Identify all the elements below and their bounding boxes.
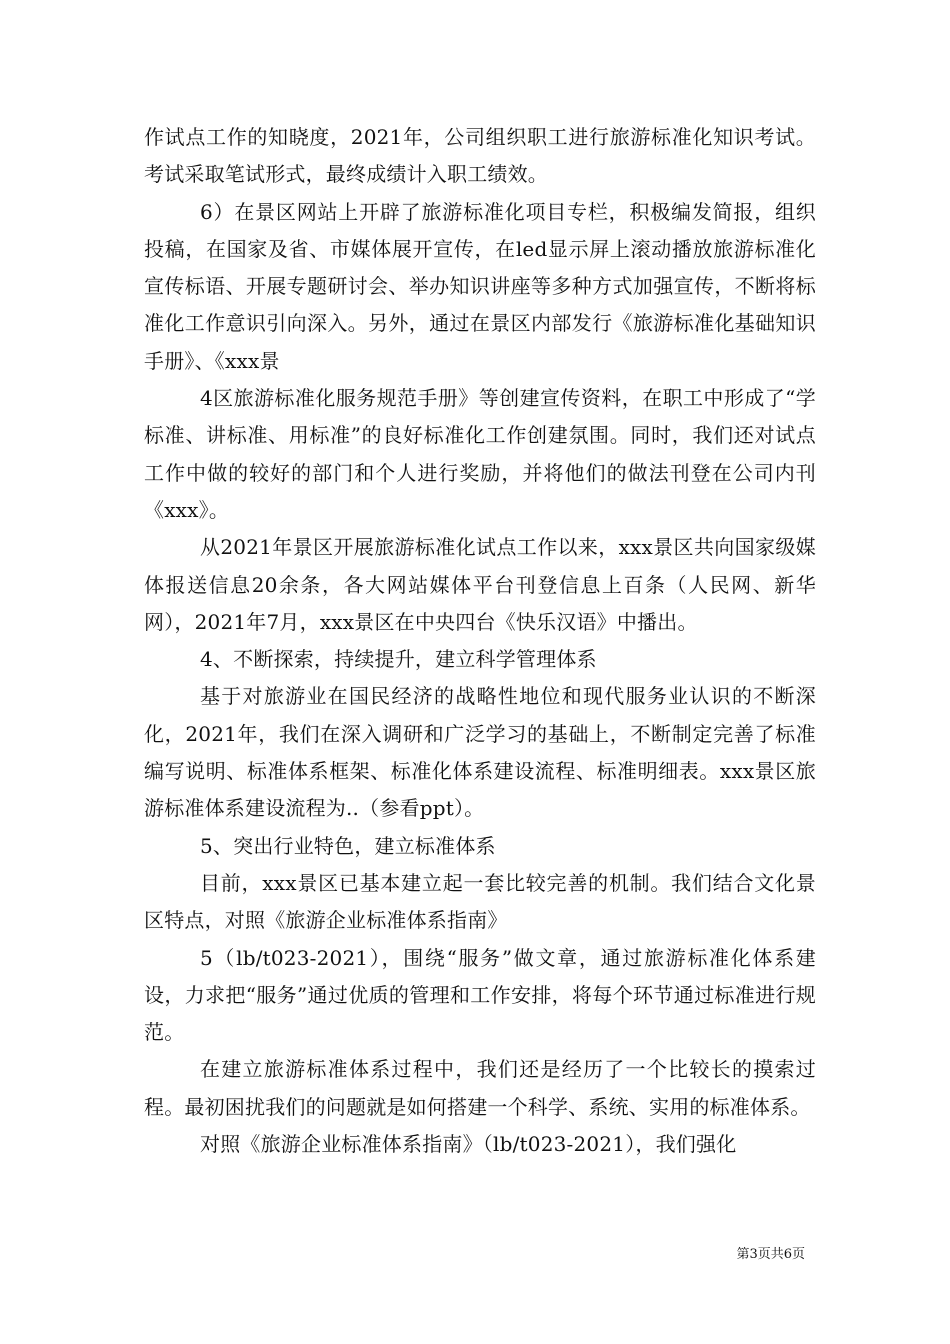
paragraph-7: 5（lb/t023-2021），围绕“服务”做文章，通过旅游标准化体系建设，力求把“服务”通过优质的管理和工作安排，将每个环节通过标准进行规范。 [144,945,816,1045]
paragraph-4: 从2021年景区开展旅游标准化试点工作以来，xxx景区共向国家级媒体报送信息20余条，各大网站媒体平台刊登信息上百条（人民网、新华网），2021年7月，xxx景区在中央四台《快乐汉语》中播出。 [144,535,816,634]
paragraph-8: 在建立旅游标准体系过程中，我们还是经历了一个比较长的摸索过程。最初困扰我们的问题就是如何搭建一个科学、系统、实用的标准体系。 [144,1057,816,1119]
paragraph-2: 6）在景区网站上开辟了旅游标准化项目专栏，积极编发简报，组织投稿，在国家及省、市媒体展开宣传，在led显示屏上滚动播放旅游标准化宣传标语、开展专题研讨会、举办知识讲座等多种方式加强宣传，不断将标准化工作意识引向深入。另外，通过在景区内部发行《旅游标准化基础知识手册》、《xxx景 [144,199,816,373]
paragraph-5: 基于对旅游业在国民经济的战略性地位和现代服务业认识的不断深化，2021年，我们在深入调研和广泛学习的基础上，不断制定完善了标准编写说明、标准体系框架、标准化体系建设流程、标准明细表。xxx景区旅游标准体系建设流程为..（参看ppt）。 [144,684,816,821]
paragraph-9: 对照《旅游企业标准体系指南》（lb/t023-2021），我们强化 [200,1132,737,1157]
page-number: 第3页共6页 [736,1247,805,1262]
paragraph-6: 目前，xxx景区已基本建立起一套比较完善的机制。我们结合文化景区特点，对照《旅游企业标准体系指南》 [144,870,816,933]
paragraph-3: 4区旅游标准化服务规范手册》等创建宣传资料，在职工中形成了“学标准、讲标准、用标准”的良好标准化工作创建氛围。同时，我们还对试点工作中做的较好的部门和个人进行奖励，并将他们的做法刊登在公司内刊《xxx》。 [144,386,816,522]
document-body [144,119,816,1163]
section-heading-5: 5、突出行业特色，建立标准体系 [200,833,496,858]
section-heading-4: 4、不断探索，持续提升，建立科学管理体系 [200,647,597,672]
paragraph-1: 作试点工作的知晓度，2021年，公司组织职工进行旅游标准化知识考试。考试采取笔试形式，最终成绩计入职工绩效。 [144,125,816,187]
